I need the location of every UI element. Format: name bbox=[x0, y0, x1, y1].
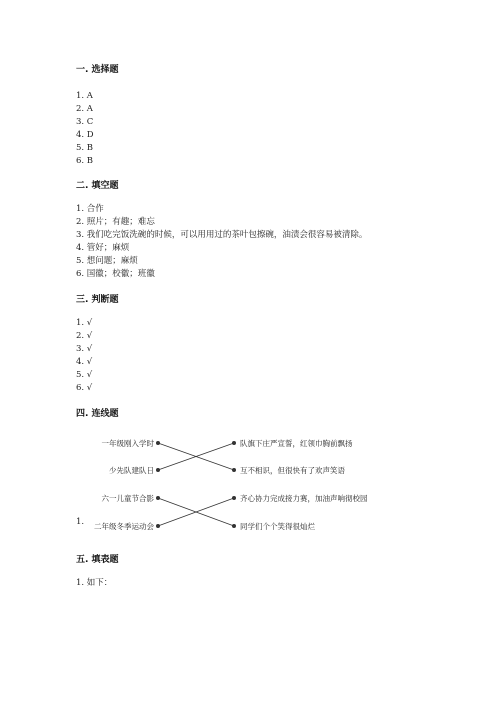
match-g1-left-2: 少先队建队日 bbox=[109, 466, 154, 475]
match-dot bbox=[156, 468, 160, 472]
s3-item-4: 4. √ bbox=[76, 357, 93, 367]
section-5-title: 五. 填表题 bbox=[76, 555, 119, 565]
s2-item-3: 3. 我们吃完饭洗碗的时候，可以用用过的茶叶包擦碗，油渍会很容易被清除。 bbox=[76, 230, 368, 240]
s3-item-1: 1. √ bbox=[76, 318, 93, 328]
s1-item-4: 4. D bbox=[76, 130, 94, 140]
match-dot bbox=[232, 496, 236, 500]
match-dot bbox=[232, 441, 236, 445]
match-g2-left-1: 六一儿童节合影 bbox=[101, 494, 154, 503]
match-g2-left-2: 二年级冬季运动会 bbox=[94, 522, 154, 531]
s2-item-2: 2. 照片；有趣；难忘 bbox=[76, 217, 155, 227]
s3-item-5: 5. √ bbox=[76, 370, 93, 380]
s2-item-1: 1. 合作 bbox=[76, 204, 104, 214]
section-4-title: 四. 连线题 bbox=[76, 409, 119, 419]
s3-item-2: 2. √ bbox=[76, 331, 93, 341]
s1-item-6: 6. B bbox=[76, 156, 94, 166]
section-1-title: 一. 选择题 bbox=[76, 65, 119, 75]
section-3-title: 三. 判断题 bbox=[76, 295, 119, 305]
s1-item-5: 5. B bbox=[76, 143, 94, 153]
s4-question-number: 1. bbox=[76, 517, 85, 527]
match-g1-left-1: 一年级刚入学时 bbox=[101, 439, 154, 448]
match-dot bbox=[232, 524, 236, 528]
section-2-title: 二. 填空题 bbox=[76, 181, 119, 191]
s3-item-6: 6. √ bbox=[76, 383, 93, 393]
match-g1-right-1: 队旗下庄严宣誓，红领巾胸前飘扬 bbox=[240, 439, 353, 448]
match-dot bbox=[156, 496, 160, 500]
s1-item-2: 2. A bbox=[76, 104, 93, 114]
s2-item-4: 4. 管好；麻烦 bbox=[76, 243, 130, 253]
match-dot bbox=[232, 468, 236, 472]
s5-item-1: 1. 如下： bbox=[76, 578, 113, 588]
s2-item-6: 6. 国徽；校徽；班徽 bbox=[76, 269, 155, 279]
match-dot bbox=[156, 524, 160, 528]
s1-item-3: 3. C bbox=[76, 117, 94, 127]
match-g1-right-2: 互不相识，但很快有了欢声笑语 bbox=[240, 466, 345, 475]
match-dot bbox=[156, 441, 160, 445]
s3-item-3: 3. √ bbox=[76, 344, 93, 354]
match-g2-right-1: 齐心协力完成接力赛，加油声响彻校园 bbox=[240, 494, 368, 503]
s1-item-1: 1. A bbox=[76, 91, 93, 101]
s2-item-5: 5. 想问题；麻烦 bbox=[76, 256, 138, 266]
match-g2-right-2: 同学们个个笑得很灿烂 bbox=[240, 522, 315, 531]
